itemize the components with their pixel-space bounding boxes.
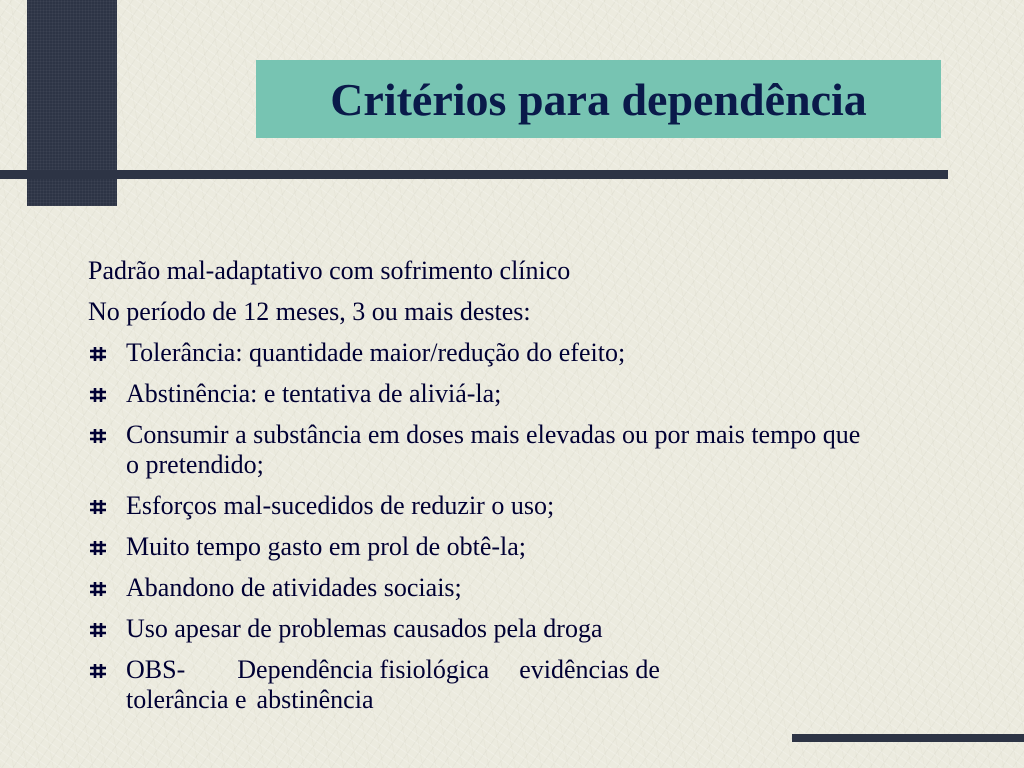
- criteria-text: Consumir a substância em doses mais elevadas ou por mais tempo que o pretendido;: [126, 420, 861, 479]
- criteria-text: Muito tempo gasto em prol de obtê-la;: [126, 532, 527, 561]
- criteria-item: [88, 491, 866, 521]
- intro-line: Padrão mal-adaptativo com sofrimento clínico: [88, 256, 571, 285]
- hash-bullet-icon: [90, 347, 106, 361]
- obs-text: evidências de: [519, 655, 660, 684]
- criteria-text: Abandono de atividades sociais;: [126, 573, 462, 602]
- criteria-text: Uso apesar de problemas causados pela droga: [126, 614, 603, 643]
- obs-text: Dependência fisiológica: [237, 655, 490, 684]
- hash-bullet-icon: [90, 623, 106, 637]
- hash-bullet-icon: [90, 500, 106, 514]
- hash-bullet-icon: [90, 429, 106, 443]
- criteria-text: Abstinência: e tentativa de aliviá-la;: [126, 379, 502, 408]
- criteria-item: [88, 420, 866, 480]
- criteria-item: [88, 573, 866, 603]
- slide-title: Critérios para dependência: [330, 73, 867, 125]
- hash-bullet-icon: [90, 388, 106, 402]
- title-box: [256, 60, 941, 138]
- criteria-item: [88, 614, 866, 644]
- obs-text: abstinência: [256, 685, 374, 714]
- obs-label: OBS-: [126, 655, 186, 684]
- criteria-item: [88, 338, 866, 368]
- obs-item: [88, 655, 866, 715]
- hash-bullet-icon: [90, 541, 106, 555]
- criteria-text: Esforços mal-sucedidos de reduzir o uso;: [126, 491, 555, 520]
- criteria-item: [88, 379, 866, 409]
- obs-text: tolerância e: [126, 685, 247, 714]
- slide-body: [88, 256, 888, 726]
- criteria-list: [88, 338, 888, 715]
- criteria-text: Tolerância: quantidade maior/redução do efeito;: [126, 338, 626, 367]
- top-divider-bar: [0, 170, 948, 179]
- intro-line: No período de 12 meses, 3 ou mais destes:: [88, 297, 531, 326]
- criteria-item: [88, 532, 866, 562]
- hash-bullet-icon: [90, 582, 106, 596]
- hash-bullet-icon: [90, 664, 106, 678]
- bottom-divider-bar: [792, 734, 1024, 742]
